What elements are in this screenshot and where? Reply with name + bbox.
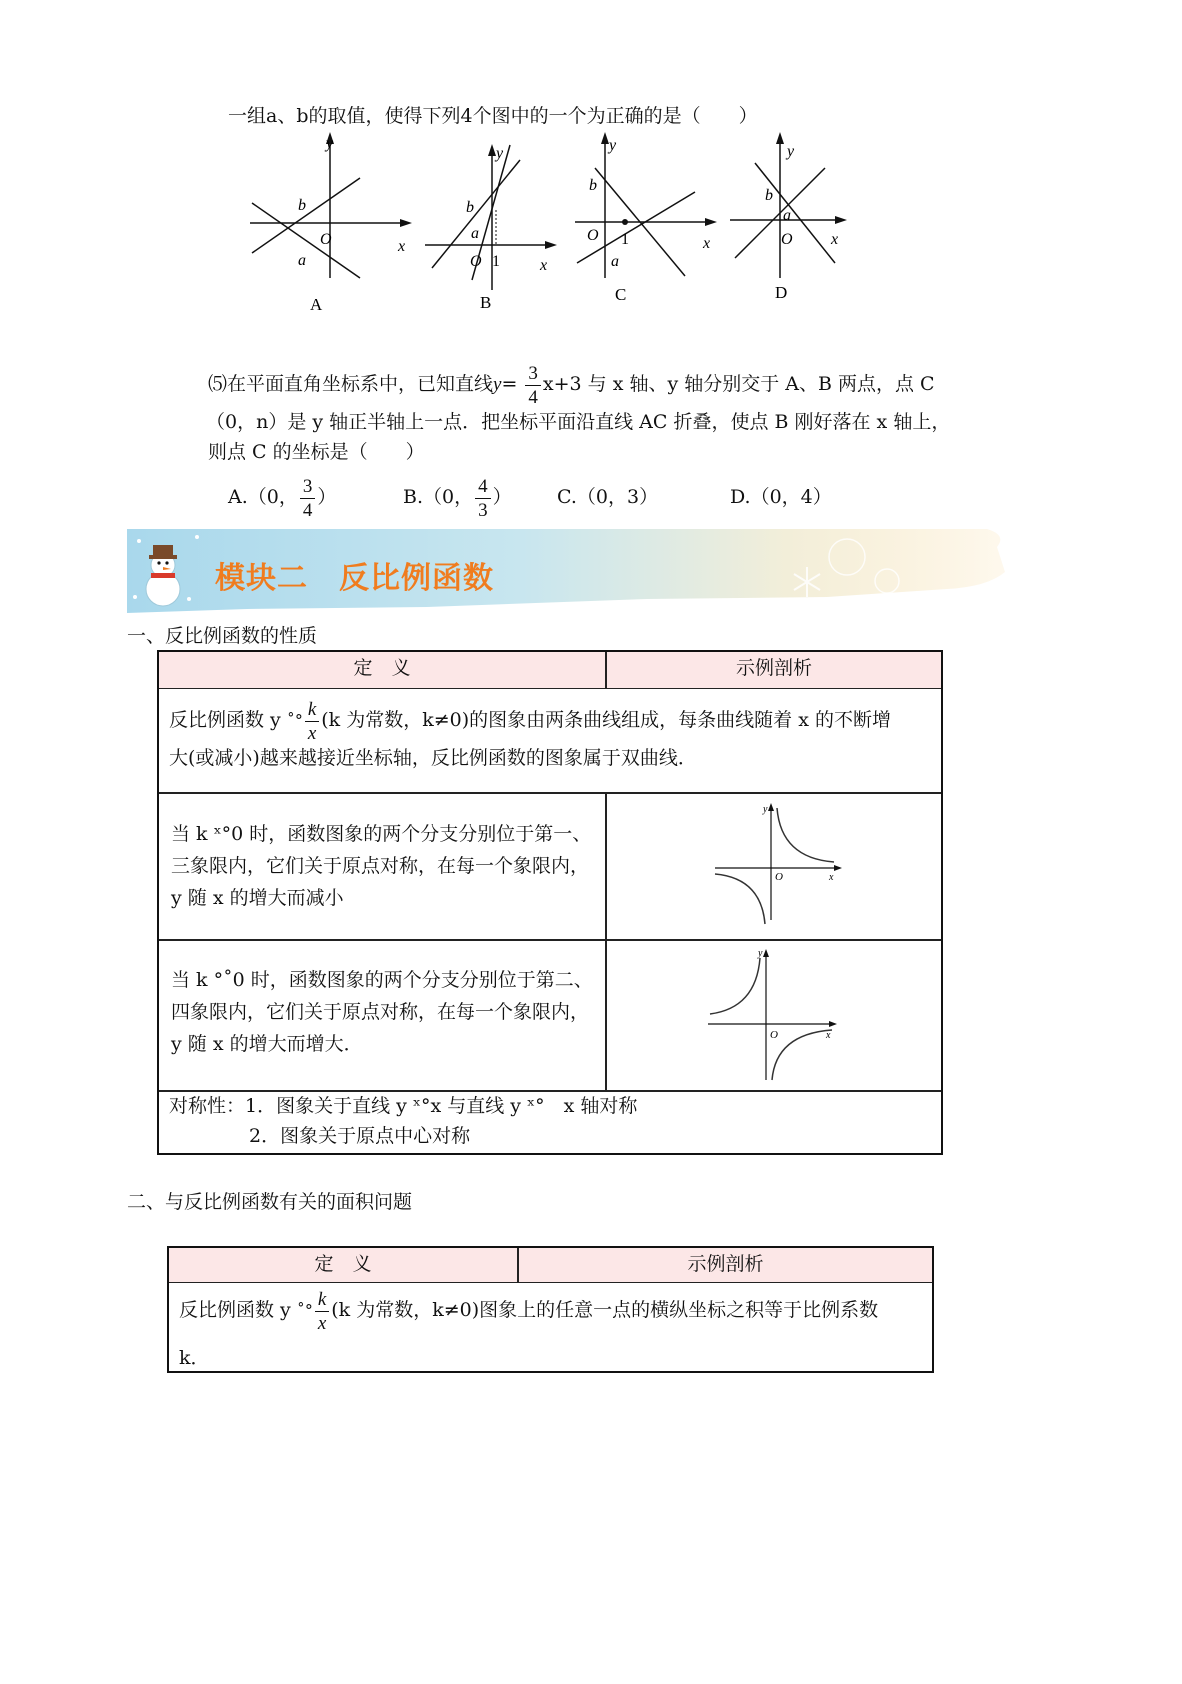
svg-text:y: y <box>763 804 768 815</box>
hyperbola-kneg-graph <box>704 944 844 1084</box>
q5-line2: （0，n）是 y 轴正半轴上一点．把坐标平面沿直线 AC 折叠，使点 B 刚好落在 x 轴上， <box>206 411 951 433</box>
svg-text:y: y <box>758 948 763 959</box>
area-table <box>167 1246 934 1373</box>
graph-label-d: D <box>775 283 788 302</box>
area-line1: 反比例函数 y ˚° $\frac{k}{x}$ (k 为常数，k≠0)图象上的任意一点的横纵坐标之积等于比例系数 <box>179 1288 879 1334</box>
kpos-text: 当 k ˣ°0 时，函数图象的两个分支分别位于第一、 三象限内，它们关于原点对称，在每一个象限内， y 随 x 的增大而减小 <box>171 823 592 909</box>
svg-text:O: O <box>587 227 599 244</box>
svg-text:y: y <box>496 145 504 162</box>
svg-text:a: a <box>783 207 791 224</box>
area-line2: k． <box>179 1347 210 1369</box>
def-line1: 反比例函数 y ˚° $\frac{k}{x}$ (k 为常数，k≠0)的图象由两条曲线组成，每条曲线随着 x 的不断增 <box>169 698 891 744</box>
col-example: 示例剖析 <box>687 1253 764 1275</box>
svg-text:1: 1 <box>621 231 629 248</box>
q5-option-b: B.（0， $\frac{4}{3}$ ） <box>403 475 512 521</box>
section1-heading: 一、反比例函数的性质 <box>127 625 318 647</box>
svg-text:O: O <box>770 1029 778 1041</box>
q5-option-c: C.（0，3） <box>557 486 659 508</box>
svg-text:1: 1 <box>492 253 500 270</box>
svg-text:x: x <box>831 231 839 248</box>
kneg-text: 当 k °˚0 时，函数图象的两个分支分别位于第二、 四象限内，它们关于原点对称，在每一个象限内， y 随 x 的增大而增大． <box>171 969 593 1055</box>
module-title: 模块二 反比例函数 <box>215 561 494 596</box>
q5-line1: ⑸在平面直角坐标系中，已知直线y= $\frac{3}{4}$ x+3 与 x 轴、y 轴分别交于 A、B 两点，点 C <box>208 362 935 408</box>
q5-option-d: D.（0，4） <box>730 486 832 508</box>
graph-a <box>240 128 420 318</box>
svg-text:x: x <box>829 872 834 883</box>
col-definition: 定 义 <box>314 1253 372 1275</box>
svg-text:b: b <box>765 187 773 204</box>
graph-b <box>420 140 570 320</box>
col-definition: 定 义 <box>353 657 411 679</box>
section2-heading: 二、与反比例函数有关的面积问题 <box>127 1191 413 1213</box>
svg-text:O: O <box>470 253 482 270</box>
symmetry-line1: 对称性：1．图象关于直线 y ˣ°x 与直线 y ˣ° x 轴对称 <box>169 1095 638 1117</box>
q4-stem: 一组a、b的取值，使得下列4个图中的一个为正确的是（ ） <box>228 105 758 127</box>
q5-line3: 则点 C 的坐标是（ ） <box>208 441 425 463</box>
graph-label-c: C <box>615 285 627 304</box>
hyperbola-kpos-graph <box>709 800 849 926</box>
svg-text:x: x <box>540 257 548 274</box>
q5-fraction: $\frac{3}{4}$ <box>525 364 541 407</box>
svg-text:O: O <box>775 871 783 883</box>
svg-text:x: x <box>398 238 406 255</box>
properties-table <box>157 650 943 1155</box>
svg-text:O: O <box>320 231 332 248</box>
graph-c <box>575 128 725 313</box>
col-example: 示例剖析 <box>735 657 812 679</box>
graph-d <box>725 128 865 308</box>
module-banner <box>127 527 1007 613</box>
svg-text:a: a <box>298 252 306 269</box>
svg-text:a: a <box>471 225 479 242</box>
svg-text:y: y <box>326 135 334 152</box>
svg-text:y: y <box>787 143 795 160</box>
graph-label-a: A <box>310 295 323 314</box>
q5-option-a: A.（0， $\frac{3}{4}$ ） <box>228 475 337 521</box>
symmetry-line2: 2．图象关于原点中心对称 <box>249 1125 471 1147</box>
svg-text:b: b <box>466 199 474 216</box>
svg-text:O: O <box>781 231 793 248</box>
svg-text:x: x <box>703 235 711 252</box>
svg-text:b: b <box>298 197 306 214</box>
graph-label-b: B <box>480 293 492 312</box>
svg-text:x: x <box>826 1030 831 1041</box>
svg-text:a: a <box>611 253 619 270</box>
def-line2: 大(或减小)越来越接近坐标轴，反比例函数的图象属于双曲线． <box>169 747 697 769</box>
svg-text:b: b <box>589 177 597 194</box>
svg-text:y: y <box>609 137 617 154</box>
